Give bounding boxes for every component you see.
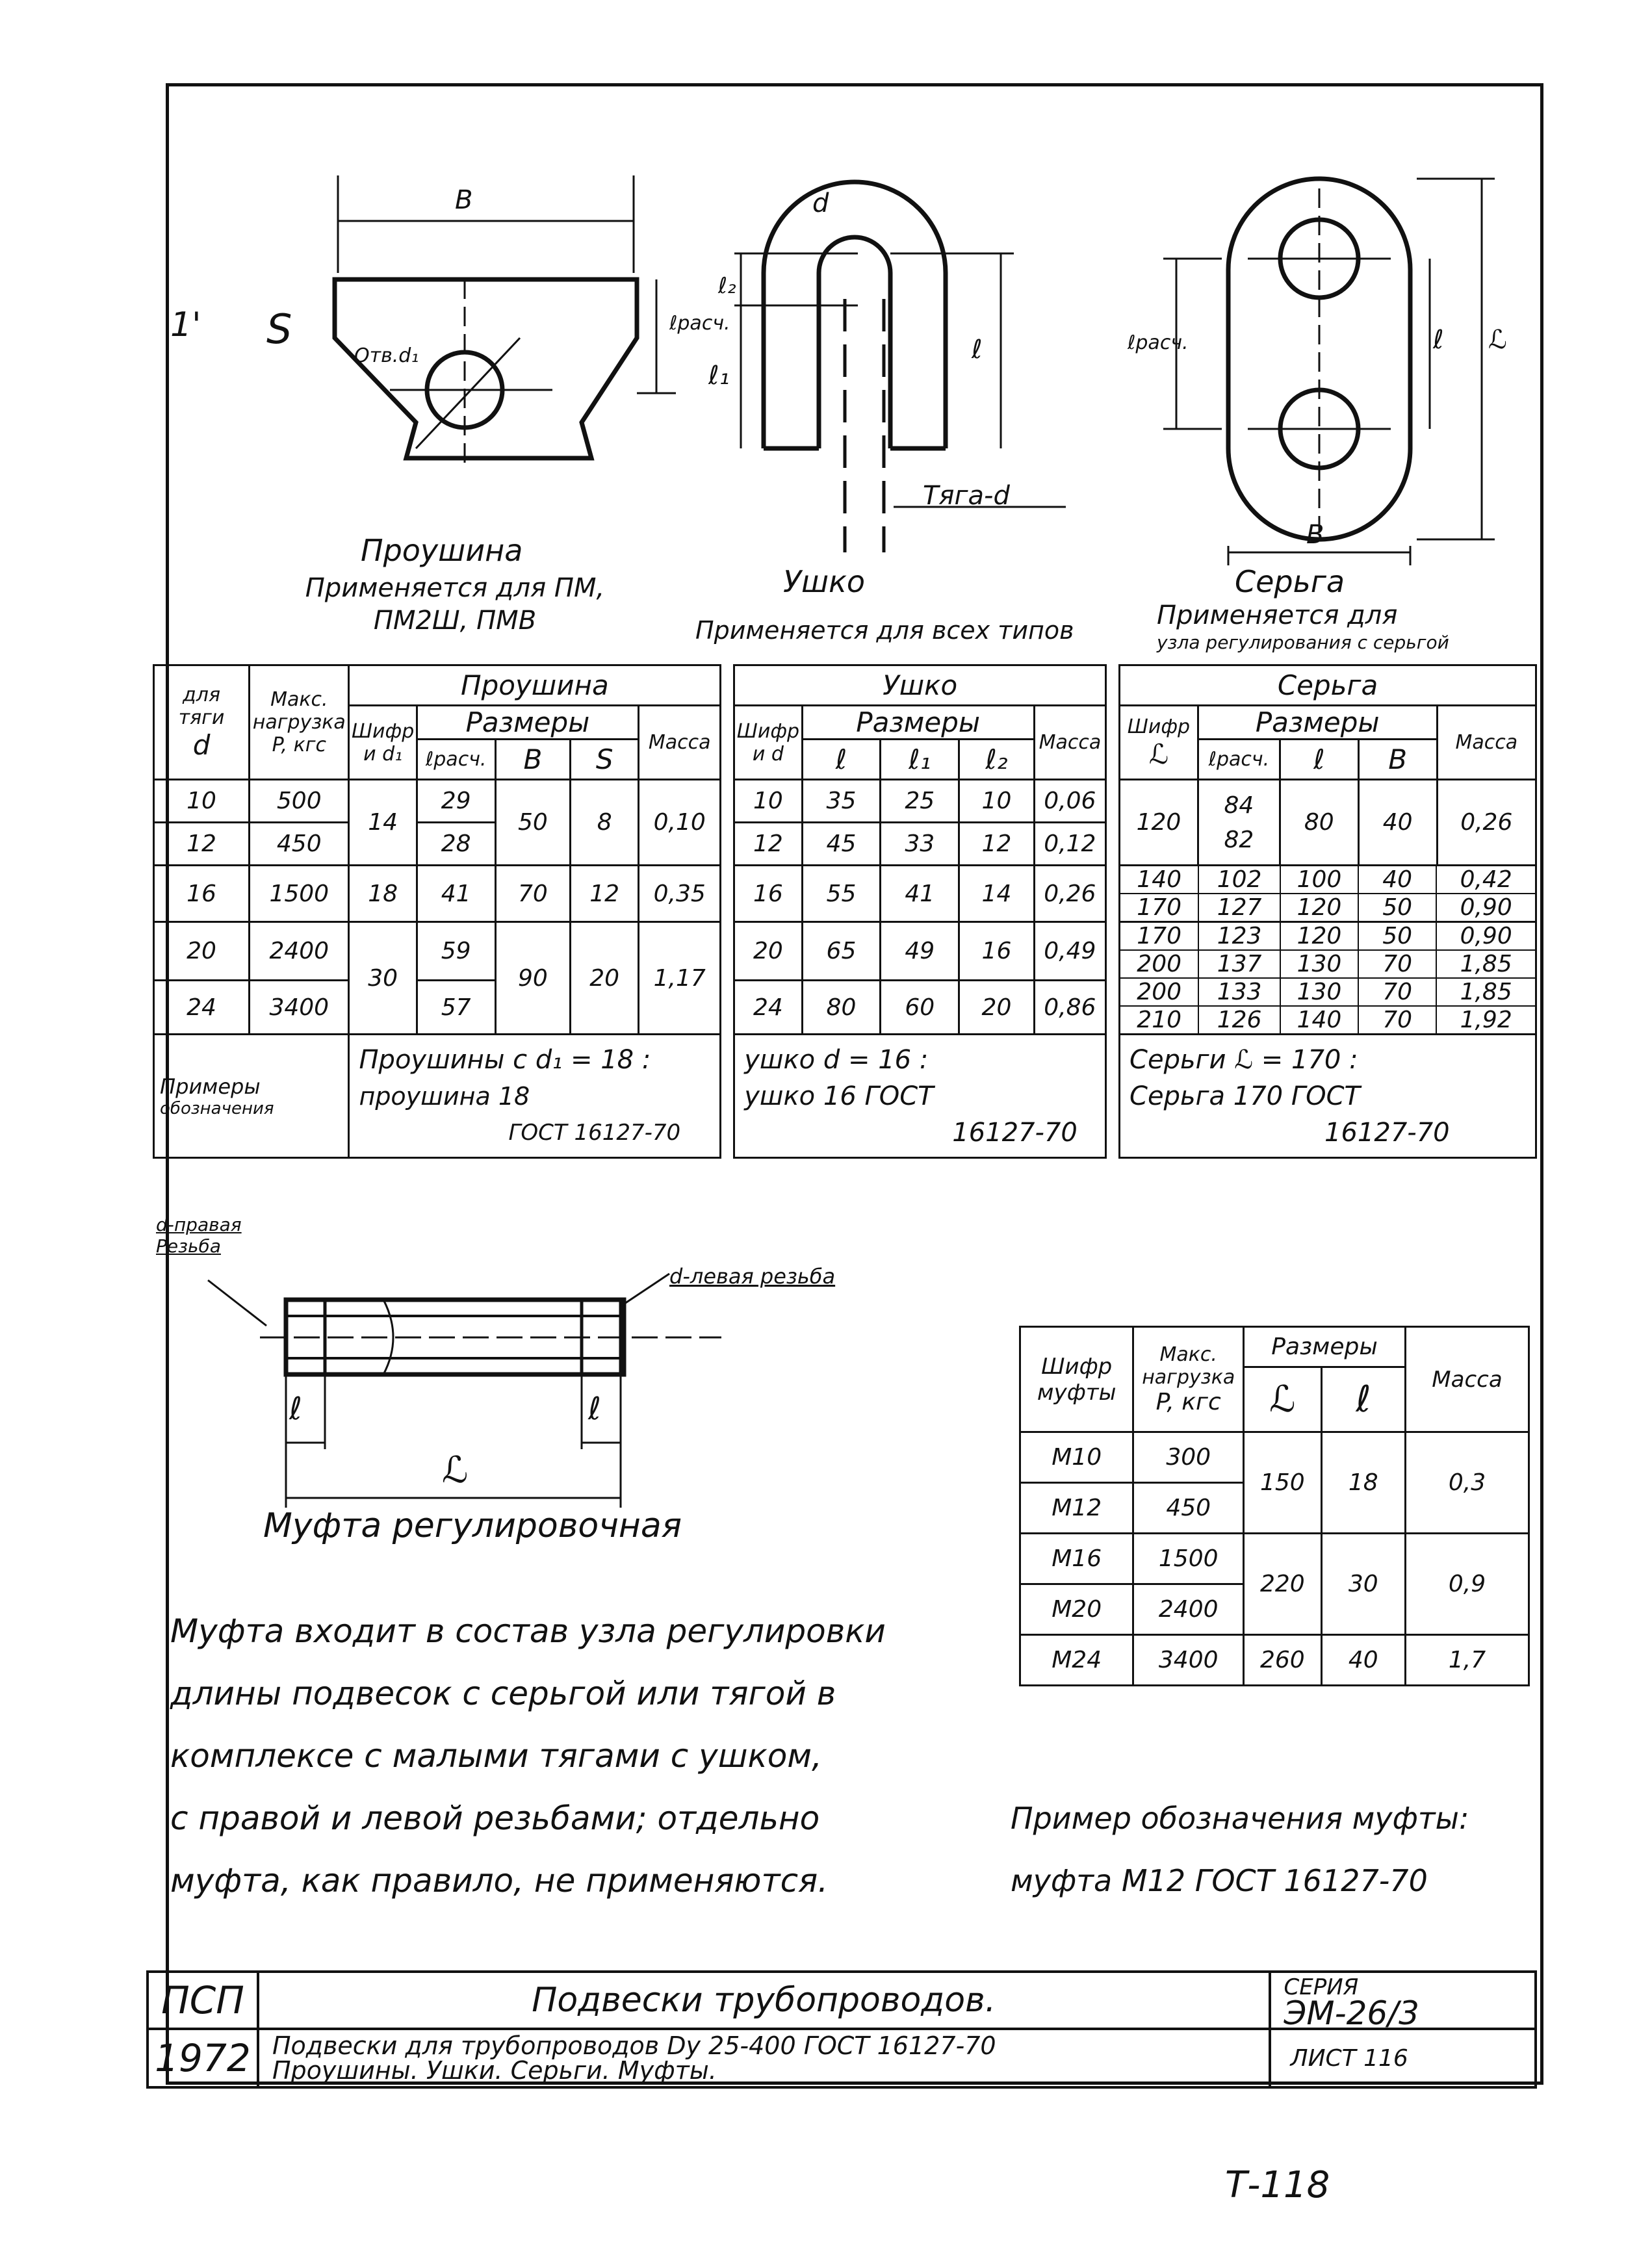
cell-ushko-mass: 0,26: [1034, 866, 1105, 922]
ct-cell-p: 3400: [1133, 1635, 1244, 1686]
hdr-eyelet-sizes: Размеры: [417, 706, 638, 740]
cell-link-L: 210: [1120, 1006, 1198, 1033]
cell-eyelet-code: 14: [349, 780, 417, 866]
ct-cell-l: 40: [1321, 1635, 1405, 1686]
cell-p: 450: [250, 823, 349, 866]
cell-eyelet-s: 20: [571, 922, 639, 1035]
cell-link-b: 70: [1358, 950, 1436, 978]
cell-eyelet-lrasch: 59: [417, 922, 495, 981]
cell-p: 500: [250, 780, 349, 823]
hdr-ushko-sizes: Размеры: [802, 706, 1034, 740]
link-drawing: [1163, 179, 1495, 565]
cell-link-l: 130: [1280, 978, 1358, 1006]
hdr-load-line3: P, кгс: [272, 734, 326, 756]
eyelet-label-b: B: [455, 185, 473, 215]
examples-ushko-line2: ушко 16 ГОСТ: [744, 1081, 934, 1111]
coupling-example: [1011, 1787, 1530, 1912]
hdr-eyelet-s: S: [571, 740, 639, 780]
cell-link-mass: 1,92: [1436, 1006, 1535, 1033]
main-table: [153, 664, 1537, 1159]
coupling-title: Муфта регулировочная: [263, 1506, 682, 1545]
examples-eyelet-line1: Проушины с d₁ = 18 :: [359, 1044, 651, 1075]
hdr-eyelet-group: Проушина: [349, 665, 721, 706]
eyelet-label-s: S: [266, 305, 292, 353]
examples-label: [154, 1035, 349, 1158]
cell-d: 12: [154, 823, 250, 866]
ct-cell-code: М12: [1020, 1483, 1133, 1534]
ct-hdr-code-line1: Шифр: [1041, 1353, 1113, 1380]
hdr-link-code-line1: Шифр: [1127, 715, 1191, 738]
link-subtable-b: [1120, 923, 1535, 1033]
cell-eyelet-mass: 0,35: [639, 866, 721, 922]
ct-hdr-load-line3: P, кгс: [1155, 1389, 1221, 1415]
cell-p: 2400: [250, 922, 349, 981]
examples-ushko-line1: ушко d = 16 :: [744, 1044, 929, 1075]
coupling-label-l-left: ℓ: [289, 1391, 302, 1427]
cell-link-lrasch: [1198, 780, 1280, 866]
ct-cell-code: М24: [1020, 1635, 1133, 1686]
coupling-example-line1: Пример обозначения муфты:: [1011, 1801, 1469, 1836]
cell-link-l: 120: [1280, 894, 1358, 921]
note-line4: с правой и левой резьбами; отдельно: [170, 1799, 820, 1837]
hdr-load-line1: Макс.: [270, 688, 328, 711]
cell-link-L: 140: [1120, 866, 1198, 894]
link-usage-line1: Применяется для: [1157, 600, 1398, 630]
ct-cell-code: М20: [1020, 1584, 1133, 1635]
hdr-ushko-l1: ℓ₁: [881, 740, 959, 780]
cell-link-l: 100: [1280, 866, 1358, 894]
cell-eyelet-code: 18: [349, 866, 417, 922]
cell-ushko-l1: 60: [881, 981, 959, 1035]
cell-ushko-l2: 14: [959, 866, 1035, 922]
hdr-link-code-line2: ℒ: [1148, 738, 1169, 770]
hdr-link-code: [1120, 706, 1198, 780]
hdr-ushko-mass: Масса: [1034, 706, 1105, 780]
cell-link-mass: 0,26: [1437, 780, 1536, 866]
ct-cell-L: 220: [1244, 1534, 1322, 1635]
ct-cell-p: 2400: [1133, 1584, 1244, 1635]
eyelet-usage-line1: Применяется для ПМ,: [305, 573, 605, 603]
examples-eyelet-line2: проушина 18: [359, 1081, 530, 1111]
cell-link-l: 130: [1280, 950, 1358, 978]
ct-hdr-load-line2: нагрузка: [1142, 1366, 1235, 1389]
cell-link-l: 140: [1280, 1006, 1358, 1033]
ct-hdr-code: [1020, 1327, 1133, 1432]
stamp-series-cell: [1270, 1972, 1536, 2032]
cell-link-b: 50: [1358, 923, 1436, 950]
ct-cell-p: 450: [1133, 1483, 1244, 1534]
coupling-left-thread: d-левая резьба: [669, 1264, 836, 1289]
cell-link-b: 40: [1358, 866, 1436, 894]
cell-link-mass: 1,85: [1436, 950, 1535, 978]
coupling-label-l-right: ℓ: [588, 1391, 601, 1427]
hdr-eyelet-code-line1: Шифр: [351, 719, 415, 743]
cell-ushko-l2: 16: [959, 922, 1035, 981]
hdr-eyelet-code-line2: и d₁: [363, 742, 403, 766]
hdr-link-l: ℓ: [1280, 740, 1358, 780]
lug-label-l1: ℓ₁: [708, 361, 730, 391]
link-label-L: ℒ: [1488, 325, 1507, 355]
cell-link-lrasch-2: 82: [1224, 826, 1254, 853]
stamp-desc-line1: Подвески для трубопроводов Dу 25-400 ГОСТ 16127-70: [272, 2031, 996, 2060]
cell-p: 1500: [250, 866, 349, 922]
examples-label-line1: Примеры: [160, 1074, 261, 1099]
ct-hdr-load-line1: Макс.: [1159, 1343, 1217, 1366]
hdr-ushko-l2: ℓ₂: [959, 740, 1035, 780]
cell-link-lrasch: 137: [1198, 950, 1280, 978]
hdr-link-group: Серьга: [1120, 665, 1536, 706]
hdr-ushko-l: ℓ: [802, 740, 881, 780]
cell-eyelet-lrasch: 41: [417, 866, 495, 922]
hdr-link-b: B: [1358, 740, 1437, 780]
cell-ushko-l2: 20: [959, 981, 1035, 1035]
lug-label-rod: Тяга-d: [923, 481, 1010, 511]
cell-d: 24: [154, 981, 250, 1035]
cell-ushko-l1: 49: [881, 922, 959, 981]
cell-link-L: 120: [1120, 780, 1198, 866]
link-subtable-a: [1120, 866, 1535, 921]
note-line1: Муфта входит в состав узла регулировки: [170, 1612, 886, 1650]
ct-cell-mass: 0,9: [1405, 1534, 1529, 1635]
stamp-year: 1972: [148, 2029, 258, 2087]
corner-mark: 1': [170, 305, 201, 344]
cell-link-lrasch: 127: [1198, 894, 1280, 921]
link-subrows-b: [1120, 922, 1536, 1035]
stamp-org: ПСП: [148, 1972, 258, 2029]
examples-label-line2: обозначения: [160, 1098, 274, 1118]
cell-ushko-code: 24: [734, 981, 802, 1035]
cell-eyelet-mass: 1,17: [639, 922, 721, 1035]
cell-ushko-l1: 33: [881, 823, 959, 866]
hdr-load: [250, 665, 349, 780]
link-title: Серьга: [1235, 564, 1345, 599]
divider-2: [1106, 665, 1120, 1158]
cell-ushko-mass: 0,06: [1034, 780, 1105, 823]
hdr-ushko-code-line2: и d: [752, 742, 784, 766]
stamp-title: Подвески трубопроводов.: [258, 1972, 1270, 2029]
drawings-svg: [0, 0, 1639, 663]
ct-cell-L: 260: [1244, 1635, 1322, 1686]
ct-cell-mass: 1,7: [1405, 1635, 1529, 1686]
lug-label-l: ℓ: [972, 335, 983, 365]
eyelet-usage-line2: ПМ2Ш, ПМВ: [373, 606, 537, 636]
stamp-desc-line2: Проушины. Ушки. Серьги. Муфты.: [272, 2056, 717, 2085]
note-line2: длины подвесок с серьгой или тягой в: [170, 1675, 836, 1712]
cell-ushko-code: 20: [734, 922, 802, 981]
lug-drawing: [734, 182, 1066, 552]
page-number: Т-118: [1225, 2164, 1330, 2206]
cell-link-mass: 1,85: [1436, 978, 1535, 1006]
hdr-eyelet-b: B: [495, 740, 571, 780]
link-label-b: B: [1306, 520, 1324, 550]
cell-eyelet-lrasch: 28: [417, 823, 495, 866]
link-label-lrasch: ℓрасч.: [1128, 331, 1189, 354]
ct-cell-code: М10: [1020, 1432, 1133, 1483]
ct-cell-code: М16: [1020, 1534, 1133, 1584]
eyelet-label-hole: Отв.d₁: [354, 344, 419, 367]
cell-link-l: 120: [1280, 923, 1358, 950]
ct-hdr-L: ℒ: [1244, 1367, 1322, 1432]
cell-link-lrasch: 123: [1198, 923, 1280, 950]
cell-ushko-l: 35: [802, 780, 881, 823]
stamp-desc-cell: [258, 2029, 1270, 2087]
ct-cell-L: 150: [1244, 1432, 1322, 1534]
cell-eyelet-s: 12: [571, 866, 639, 922]
cell-ushko-l: 80: [802, 981, 881, 1035]
hdr-eyelet-code: [349, 706, 417, 780]
cell-ushko-l: 45: [802, 823, 881, 866]
link-usage-line2: узла регулирования с серьгой: [1157, 632, 1449, 653]
note-line5: муфта, как правило, не применяются.: [170, 1862, 829, 1900]
coupling-svg: [0, 1235, 845, 1508]
note-line3: комплексе с малыми тягами с ушком,: [170, 1737, 822, 1775]
ct-hdr-l: ℓ: [1321, 1367, 1405, 1432]
cell-link-lrasch-1: 84: [1224, 792, 1254, 819]
cell-ushko-mass: 0,86: [1034, 981, 1105, 1035]
stamp-series-label: СЕРИЯ: [1284, 1974, 1359, 2000]
examples-ushko: [734, 1035, 1106, 1158]
coupling-right-thread-line2: Резьба: [156, 1235, 221, 1257]
cell-ushko-code: 16: [734, 866, 802, 922]
ct-hdr-load: [1133, 1327, 1244, 1432]
title-stamp: [146, 1970, 1537, 2089]
ct-cell-mass: 0,3: [1405, 1432, 1529, 1534]
cell-link-lrasch: 102: [1198, 866, 1280, 894]
cell-link-b: 70: [1358, 978, 1436, 1006]
examples-link-line3: 16127-70: [1324, 1117, 1450, 1148]
cell-link-lrasch: 133: [1198, 978, 1280, 1006]
ct-hdr-code-line2: муфты: [1037, 1379, 1116, 1406]
hdr-rod: [154, 665, 250, 780]
examples-eyelet-line3: ГОСТ 16127-70: [508, 1119, 681, 1146]
cell-ushko-mass: 0,12: [1034, 823, 1105, 866]
cell-eyelet-b: 90: [495, 922, 571, 1035]
hdr-link-sizes: Размеры: [1198, 706, 1437, 740]
notes-block: [170, 1600, 1002, 1912]
divider-1: [721, 665, 734, 1158]
cell-eyelet-code: 30: [349, 922, 417, 1035]
cell-eyelet-mass: 0,10: [639, 780, 721, 866]
cell-eyelet-s: 8: [571, 780, 639, 866]
eyelet-usage: [253, 572, 656, 637]
hdr-link-lrasch: ℓрасч.: [1198, 740, 1280, 780]
cell-d: 20: [154, 922, 250, 981]
eyelet-drawing: [335, 175, 676, 468]
hdr-eyelet-mass: Масса: [639, 706, 721, 780]
cell-link-b: 70: [1358, 1006, 1436, 1033]
cell-d: 16: [154, 866, 250, 922]
hdr-rod-line2: тяги: [178, 706, 225, 729]
cell-link-l: 80: [1280, 780, 1358, 866]
eyelet-title: Проушина: [361, 533, 523, 568]
cell-ushko-l: 65: [802, 922, 881, 981]
cell-eyelet-lrasch: 29: [417, 780, 495, 823]
ct-cell-l: 30: [1321, 1534, 1405, 1635]
cell-link-lrasch: 126: [1198, 1006, 1280, 1033]
lug-usage: Применяется для всех типов: [695, 616, 1074, 645]
ct-hdr-mass: Масса: [1405, 1327, 1529, 1432]
cell-link-L: 200: [1120, 978, 1198, 1006]
lug-label-d: d: [812, 188, 829, 218]
examples-eyelet: [349, 1035, 721, 1158]
link-label-l: ℓ: [1433, 325, 1444, 355]
cell-p: 3400: [250, 981, 349, 1035]
cell-link-b: 50: [1358, 894, 1436, 921]
cell-eyelet-lrasch: 57: [417, 981, 495, 1035]
stamp-series: ЭМ-26/3: [1284, 1994, 1419, 2032]
hdr-load-line2: нагрузка: [252, 711, 346, 734]
coupling-label-L: ℒ: [442, 1449, 469, 1491]
hdr-link-mass: Масса: [1437, 706, 1536, 780]
link-subrows-a: [1120, 866, 1536, 922]
hdr-ushko-code-line1: Шифр: [736, 719, 800, 743]
cell-link-L: 170: [1120, 894, 1198, 921]
examples-link: [1120, 1035, 1536, 1158]
eyelet-label-dim: ℓрасч.: [669, 312, 730, 335]
coupling-example-line2: муфта М12 ГОСТ 16127-70: [1011, 1863, 1428, 1898]
lug-title: Ушко: [783, 564, 866, 599]
cell-ushko-mass: 0,49: [1034, 922, 1105, 981]
cell-link-L: 200: [1120, 950, 1198, 978]
hdr-rod-line1: для: [183, 684, 221, 706]
stamp-sheet: ЛИСТ 116: [1270, 2029, 1536, 2087]
examples-link-line2: Серьга 170 ГОСТ: [1129, 1081, 1360, 1111]
cell-ushko-l1: 25: [881, 780, 959, 823]
cell-link-L: 170: [1120, 923, 1198, 950]
hdr-ushko-code: [734, 706, 802, 780]
cell-ushko-l2: 10: [959, 780, 1035, 823]
cell-link-mass: 0,90: [1436, 923, 1535, 950]
hdr-eyelet-lrasch: ℓрасч.: [417, 740, 495, 780]
link-usage: [1157, 602, 1540, 656]
hdr-rod-line3: d: [192, 729, 211, 761]
coupling-table: [1019, 1326, 1530, 1686]
cell-eyelet-b: 70: [495, 866, 571, 922]
cell-link-mass: 0,90: [1436, 894, 1535, 921]
cell-ushko-code: 10: [734, 780, 802, 823]
cell-ushko-code: 12: [734, 823, 802, 866]
cell-eyelet-b: 50: [495, 780, 571, 866]
cell-link-b: 40: [1358, 780, 1437, 866]
hdr-ushko-group: Ушко: [734, 665, 1106, 706]
ct-hdr-sizes: Размеры: [1244, 1327, 1406, 1367]
cell-d: 10: [154, 780, 250, 823]
examples-link-line1: Серьги ℒ = 170 :: [1129, 1044, 1358, 1075]
cell-ushko-l1: 41: [881, 866, 959, 922]
ct-cell-p: 300: [1133, 1432, 1244, 1483]
coupling-right-thread-line1: d-правая: [156, 1214, 242, 1235]
ct-cell-l: 18: [1321, 1432, 1405, 1534]
cell-ushko-l: 55: [802, 866, 881, 922]
cell-ushko-l2: 12: [959, 823, 1035, 866]
lug-label-l2: ℓ₂: [718, 273, 736, 299]
ct-cell-p: 1500: [1133, 1534, 1244, 1584]
examples-ushko-line3: 16127-70: [952, 1117, 1078, 1148]
cell-link-mass: 0,42: [1436, 866, 1535, 894]
